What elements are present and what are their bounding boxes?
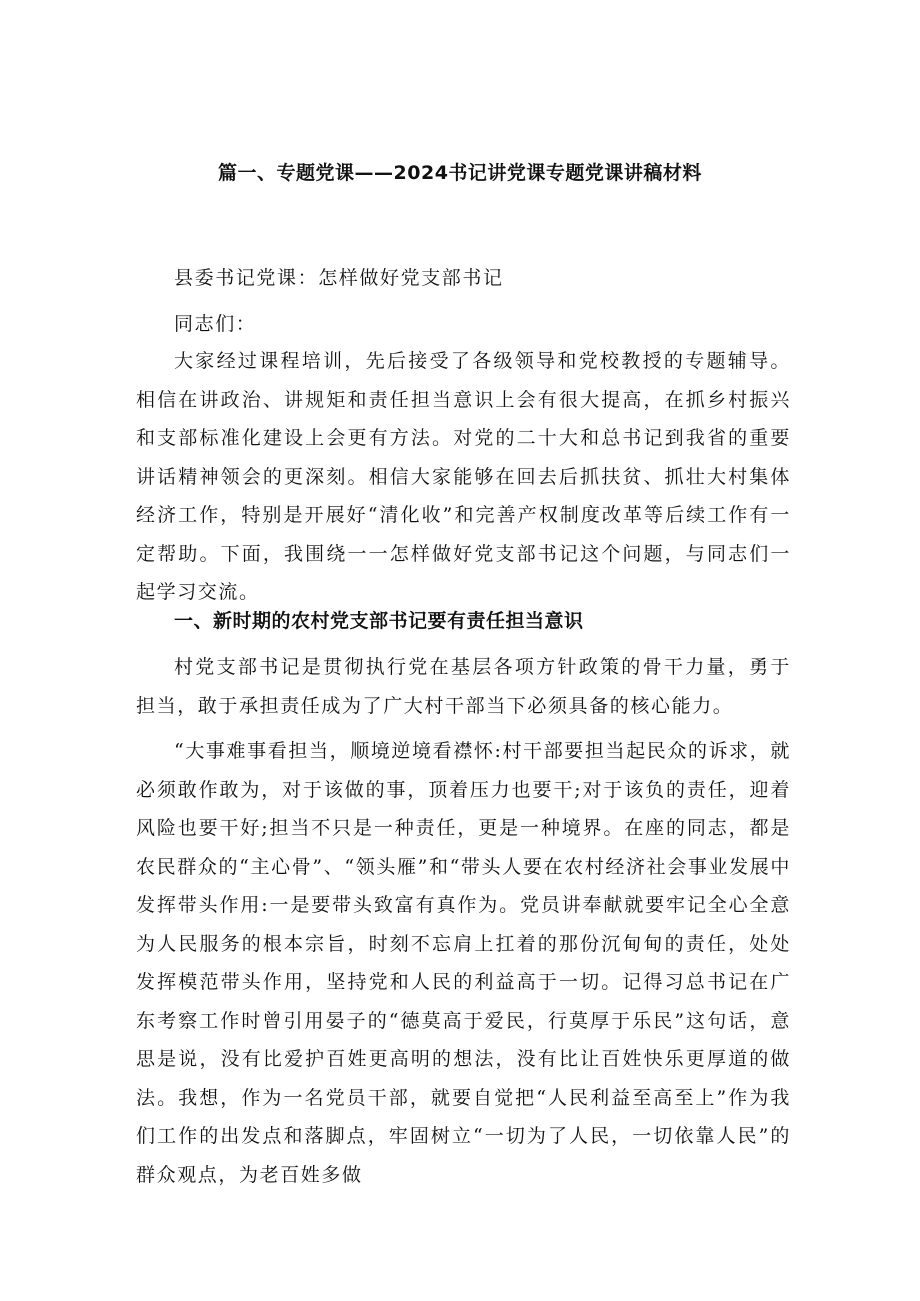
greeting: 同志们：: [174, 313, 257, 335]
paragraph-quote: “大事难事看担当，顺境逆境看襟怀:村干部要担当起民众的诉求，就必须敢作敢为，对于该做的事，顶着压力也要干;对于该负的责任，迎着风险也要干好;担当不只是一种责任，更是一种境界。在座的同志，都是农民群众的“主心骨”、“领头雁”和“带头人要在农村经济社会事业发展中发挥带头作用:一是要带头致富有真作为。党员讲奉献就要牢记全心全意为人民服务的根本宗旨，时刻不忘肩上扛着的那份沉甸甸的责任，处处发挥模范带头作用，坚持党和人民的利益高于一切。记得习总书记在广东考察工作时曾引用晏子的“德莫高于爱民，行莫厚于乐民”这句话，意思是说，没有比爱护百姓更高明的想法，没有比让百姓快乐更厚道的做法。我想，作为一名党员干部，就要自觉把“人民利益至高至上”作为我们工作的出发点和落脚点，牢固树立“一切为了人民，一切依靠人民”的群众观点，为老百姓多做: [136, 740, 791, 1186]
section-heading-1: 一、新时期的农村党支部书记要有责任担当意识: [174, 610, 584, 632]
paragraph-intro: 大家经过课程培训，先后接受了各级领导和党校教授的专题辅导。相信在讲政治、讲规矩和责任担当意识上会有很大提高，在抓乡村振兴和支部标准化建设上会更有方法。对党的二十大和总书记到我省的重要讲话精神领会的更深刻。相信大家能够在回去后抓扶贫、抓壮大村集体经济工作，特别是开展好“清化收”和完善产权制度改革等后续工作有一定帮助。下面，我围绕一一怎样做好党支部书记这个问题，与同志们一起学习交流。: [136, 350, 791, 603]
lecture-subtitle: 县委书记党课：怎样做好党支部书记: [174, 267, 504, 289]
document-title: 篇一、专题党课——2024书记讲党课专题党课讲稿材料: [218, 162, 702, 184]
paragraph-section-1: 村党支部书记是贯彻执行党在基层各项方针政策的骨干力量，勇于担当，敢于承担责任成为了广大村干部当下必须具备的核心能力。: [136, 656, 791, 717]
